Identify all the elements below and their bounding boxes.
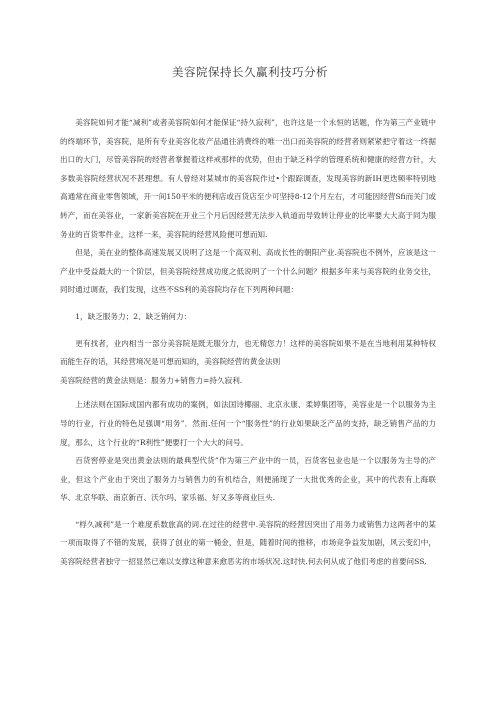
paragraph: 百货窖停业是突出黄金法则的最典型代货”作为第三产业中的一员，百货客包业也是一个以服务为主导的产业，但这个产业由于突出了服务力与销售力的有机结合，则便涌现了一大批优秀的企业，其中的代表有上海联华、北京华联、南京新百、沃尔玛、家乐福、好又多等商业巨头. xyxy=(60,456,436,503)
paragraph: 美容院如何才能“减利”或者美容院如何才能保证“持久寂利”，也许这是一个永恒的话题，作为第三产业链中的终端环节，美容院，是所有专业美容化妆产品通往消费终的唯一出口而美容院的经营者则紧紧把守着这一终据出口的大门，尽管美容院的经营者掌握着这样戒那样的优势，但由于缺乏科学的管理系统和健康的经营方针，大多数美容院经营状况不甚理想。有人曾经对某城市的美容院作过•个跟踪调查，发现美容的新IH更迭频率特别地高通常在商业零售领域，开一间150平米的便利店或百货店至少可坚持8-12个月左右，才可能因经营Sfi而关门或转产，而在美容业，一家新美容院在开业三个月后因经营无法步入轨道而导致转让停业的比率要大大高于同为服务业的百货零件业，这样一来，美容院的经营风险便可想而知. xyxy=(60,118,436,239)
paragraph: 美容院经营的黄金法则是：服务力+销售力=持久寂利. xyxy=(60,375,243,385)
document-body xyxy=(60,114,436,572)
paragraph: 上述法则在国际成国内都有成功的案例，如法国诗椰丽、北京永康、柔婷集团等，美容业是一个以服务为主导的行业，行业的特色足强调“用务”．然而.任何一个“服务性”的行业如果缺乏产品的支持，缺乏销售产品的力度，那么，这个行业的“R利性”便要打一个大大的问号。 xyxy=(60,400,436,447)
paragraph: 1，缺乏服务力；2、缺乏销何力： xyxy=(75,311,192,321)
paragraph: 更有找者，业内相当一部分美容院是既无服分力，也无精您力！这样的美容院如果不是在当地利用某种特权而能生存的话，其经营境况是可想而知的，美容院经营的黄金法则 xyxy=(60,338,436,367)
paragraph: 但是，美在业的整体高速发展又说明了这是一个高双利、高成长性的朝阳产业.美容院也不例外，应该是这一产业中受益最大的一个阶层，但美容院经营成功度之低说明了一个什么问题？根据多年来与美容院的业务交往，同时通过调查，我们发现，这些不SS利的美容院均存在下列两种问题： xyxy=(60,248,436,295)
document-title: 美容院保持长久赢利技巧分析 xyxy=(172,65,328,79)
paragraph: “桴久减利”是一个难度系数旅高的词.在过往的经营中.美容院的经营因突出了用务力或销售力这两者中的某一项而取得了不错的发展，获得了创业的第一桶金，但是，随着时间的推移，市场竞争益发加剧，风云变幻中，美容院经营者独守一招显然已难以支撑这种意来愈恶劣的市场状况.这时快.何去何从成了他们考虑的首要问SS, xyxy=(60,519,436,567)
